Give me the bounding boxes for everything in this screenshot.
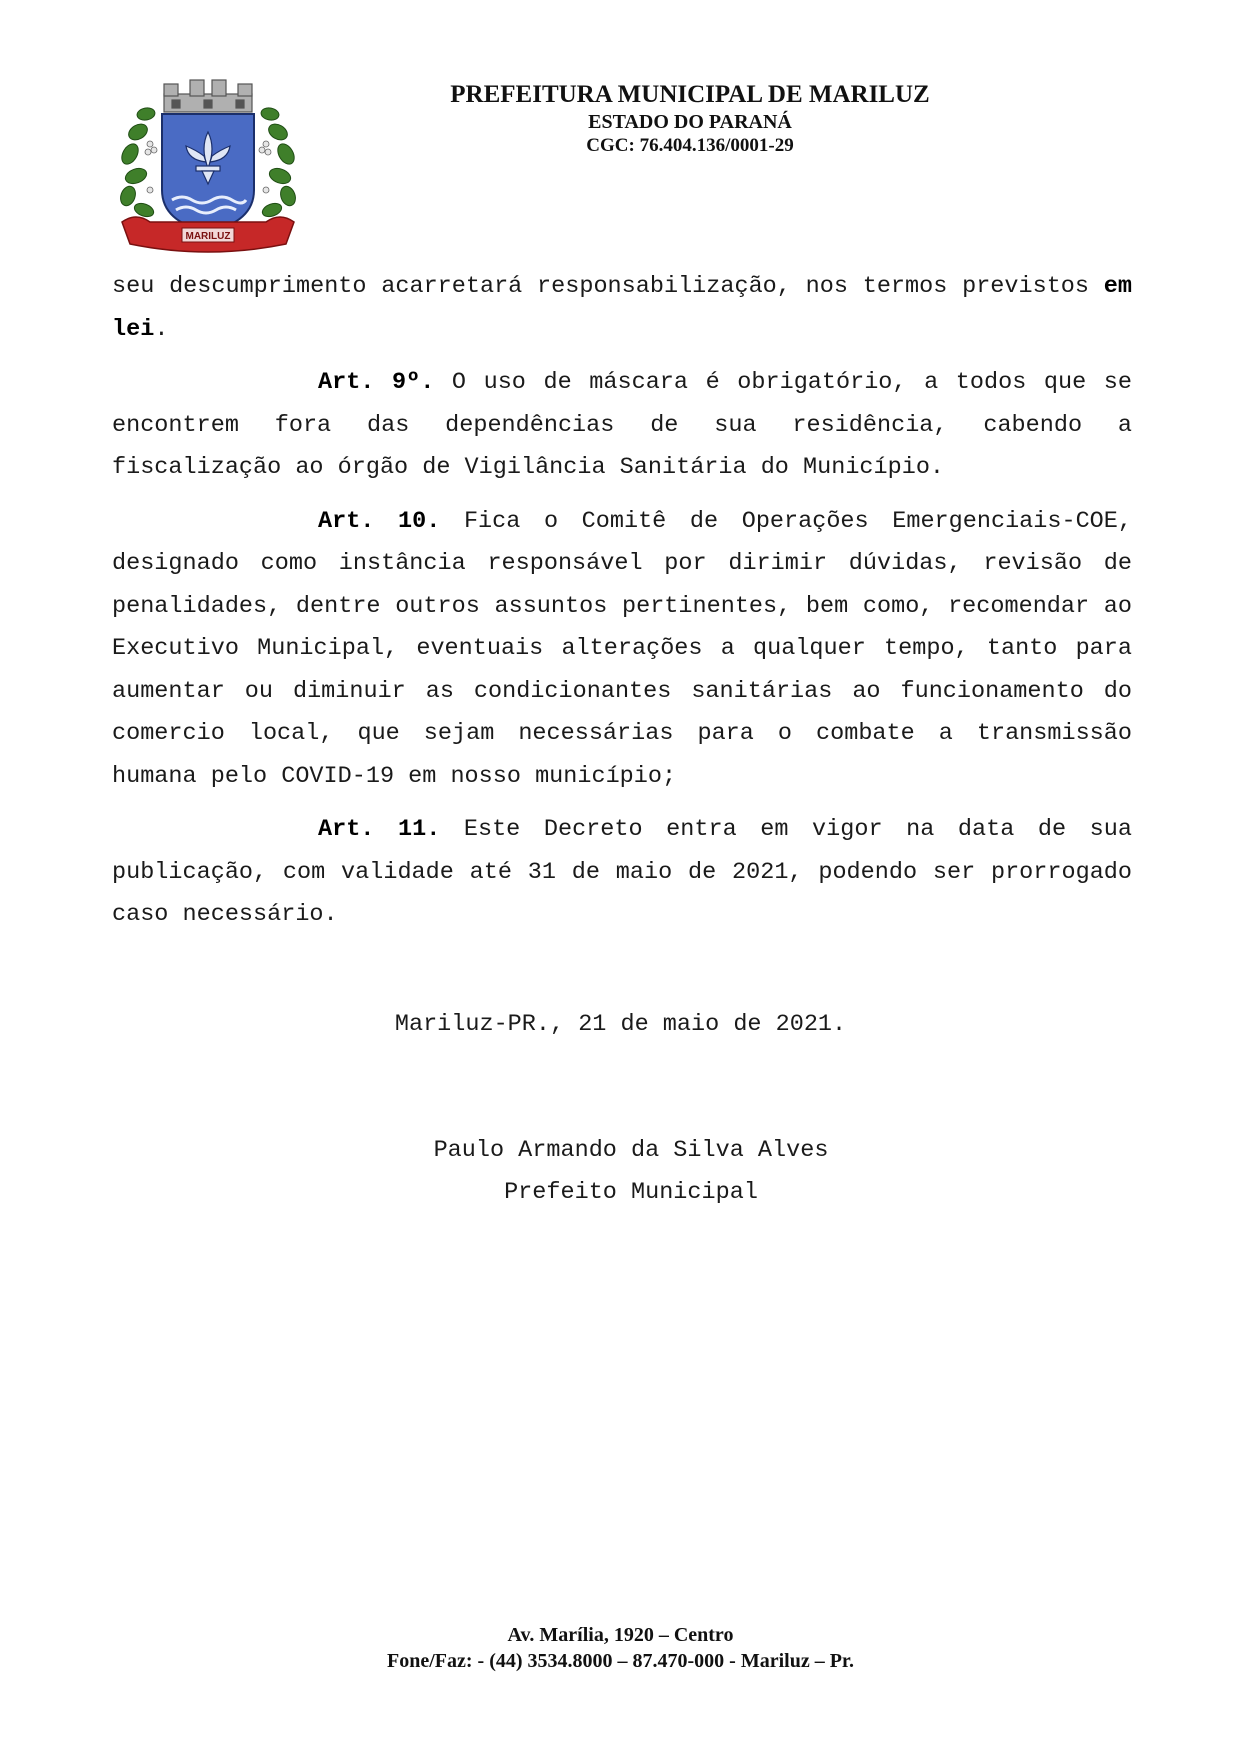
footer-address: Av. Marília, 1920 – Centro — [507, 1624, 734, 1646]
article-label: Art. 10. — [318, 507, 441, 535]
header-cgc: CGC: 76.404.136/0001-29 — [586, 135, 794, 156]
continuation-text: seu descumprimento acarretará responsabilização, nos termos previstos — [112, 273, 1104, 300]
header-title: PREFEITURA MUNICIPAL DE MARILUZ — [450, 81, 930, 108]
header-state: ESTADO DO PARANÁ — [588, 111, 792, 133]
footer-contact: Fone/Faz: - (44) 3534.8000 – 87.470-000 - Mariluz – Pr. — [387, 1650, 854, 1672]
article-10 — [112, 501, 1132, 799]
letterhead-footer — [0, 1622, 1241, 1674]
continuation-paragraph — [112, 266, 1132, 351]
decree-body — [112, 266, 1132, 948]
article-text: O uso de máscara é obrigatório, a todos que se encontrem fora das dependências de sua residência, cabendo a fiscalização ao órgão de Vigilância Sanitária do Município. — [112, 369, 1132, 481]
signatory-name: Paulo Armando da Silva Alves — [433, 1137, 829, 1164]
letterhead — [440, 80, 940, 158]
signature-block — [0, 1130, 1241, 1214]
article-9 — [112, 362, 1132, 490]
municipal-crest-logo — [116, 72, 300, 256]
article-label: Art. 11. — [318, 816, 441, 843]
place-date-line: Mariluz-PR., 21 de maio de 2021. — [394, 1011, 847, 1038]
continuation-bold: em lei — [112, 273, 1132, 343]
continuation-end: . — [154, 315, 169, 343]
article-label: Art. 9º. — [318, 369, 435, 396]
article-text: Este Decreto entra em vigor na data de sua publicação, com validade até 31 de maio de 2021, podendo ser prorrogado caso necessário. — [112, 816, 1132, 928]
signatory-role: Prefeito Municipal — [504, 1179, 758, 1206]
crest-banner-text: MARILUZ — [185, 231, 231, 242]
article-text: Fica o Comitê de Operações Emergenciais-COE, designado como instância responsável por dirimir dúvidas, revisão de penalidades, dentre outros assuntos pertinentes, bem como, recomendar ao Executivo Municipal, eventuais alterações a qualquer tempo, tanto para aumentar ou diminuir as condicionantes sanitárias ao funcionamento do comercio local, que sejam necessárias para o combate a transmissão humana pelo COVID-19 em nosso município; — [112, 507, 1132, 790]
article-11 — [112, 809, 1132, 937]
